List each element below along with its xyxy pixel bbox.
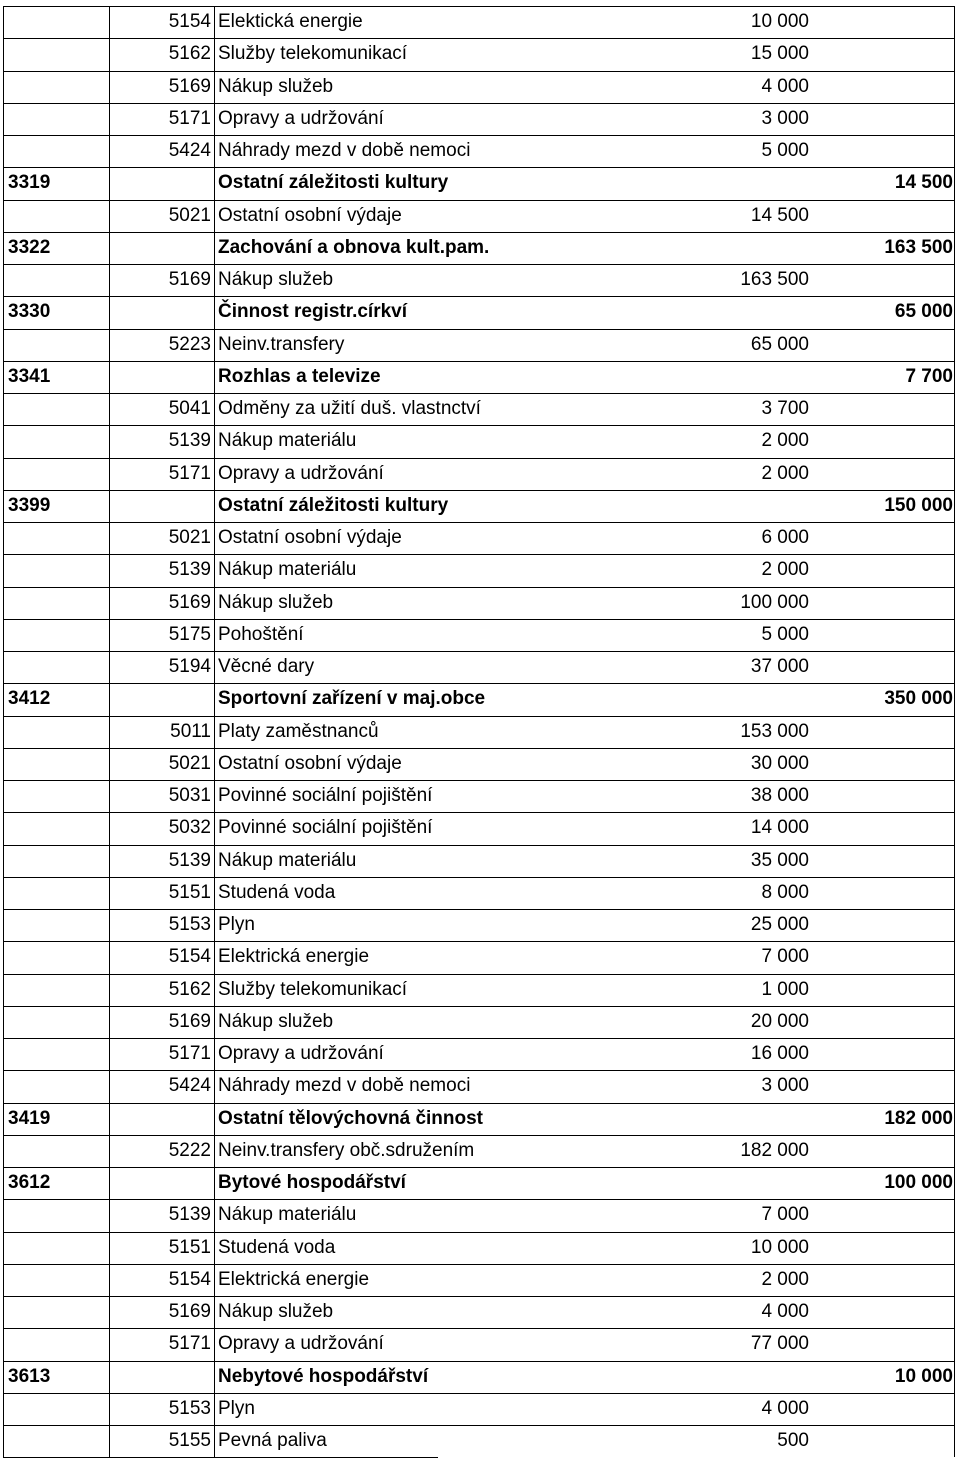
item-code: 5139 (168, 430, 211, 452)
item-name: Povinné sociální pojištění (218, 785, 433, 806)
section-total: 65 000 (894, 301, 953, 323)
item-code: 5162 (168, 43, 211, 65)
item-name: Ostatní osobní výdaje (218, 752, 402, 774)
item-row (3, 909, 955, 941)
item-name: Odměny za užití duš. vlastnctví (218, 398, 481, 419)
section-total: 350 000 (884, 688, 953, 710)
item-row (3, 1328, 955, 1360)
section-code: 3412 (8, 688, 51, 710)
section-row (3, 490, 955, 522)
item-code: 5154 (168, 11, 211, 32)
section-row (3, 296, 955, 328)
item-name: Náhrady mezd v době nemoci (218, 140, 471, 161)
item-name: Nákup služeb (218, 591, 334, 613)
item-name: Plyn (218, 1397, 255, 1419)
item-amount: 3 000 (761, 1075, 809, 1097)
item-name: Ostatní osobní výdaje (218, 527, 402, 548)
item-row (3, 554, 955, 586)
item-row (3, 1264, 955, 1296)
item-row (3, 587, 955, 619)
item-code: 5139 (168, 1204, 211, 1226)
item-code: 5169 (168, 1301, 211, 1322)
section-total: 182 000 (884, 1107, 953, 1129)
item-row (3, 103, 955, 135)
item-code: 5424 (168, 140, 211, 161)
item-amount: 3 700 (761, 398, 809, 419)
item-amount: 4 000 (761, 1397, 809, 1419)
item-code: 5171 (168, 1333, 211, 1355)
item-name: Věcné dary (218, 656, 315, 677)
item-name: Nákup materiálu (218, 1204, 357, 1226)
item-amount: 20 000 (750, 1010, 809, 1032)
section-name: Činnost registr.církví (218, 301, 408, 323)
item-amount: 182 000 (740, 1139, 809, 1161)
section-code: 3341 (8, 365, 51, 387)
item-amount: 25 000 (750, 914, 809, 935)
item-code: 5424 (168, 1075, 211, 1097)
item-code: 5155 (168, 1430, 211, 1451)
section-name: Ostatní tělovýchovná činnost (218, 1107, 483, 1129)
item-code: 5021 (168, 204, 211, 226)
item-row (3, 6, 955, 38)
section-row (3, 232, 955, 264)
section-code: 3613 (8, 1365, 51, 1387)
item-amount: 500 (777, 1430, 809, 1451)
item-name: Opravy a udržování (218, 1333, 384, 1355)
section-total: 7 700 (905, 365, 953, 387)
item-code: 5171 (168, 1043, 211, 1064)
section-row (3, 683, 955, 715)
item-amount: 16 000 (750, 1043, 809, 1064)
item-row (3, 1296, 955, 1328)
item-amount: 10 000 (750, 1236, 809, 1258)
item-code: 5169 (168, 591, 211, 613)
item-name: Neinv.transfery (218, 333, 345, 355)
item-amount: 5 000 (761, 623, 809, 645)
item-row (3, 425, 955, 457)
item-code: 5151 (168, 881, 211, 903)
item-code: 5139 (168, 849, 211, 871)
item-amount: 65 000 (750, 333, 809, 355)
item-name: Nákup služeb (218, 269, 334, 290)
section-total: 150 000 (884, 494, 953, 516)
item-row (3, 522, 955, 554)
item-code: 5154 (168, 1268, 211, 1290)
item-amount: 2 000 (761, 1268, 809, 1290)
item-row (3, 1232, 955, 1264)
item-name: Nákup služeb (218, 1301, 334, 1322)
item-code: 5194 (168, 656, 211, 677)
section-name: Sportovní zařízení v maj.obce (218, 688, 486, 710)
item-amount: 163 500 (740, 269, 809, 290)
item-name: Elektrická energie (218, 1268, 370, 1290)
section-code: 3322 (8, 236, 51, 258)
item-name: Ostatní osobní výdaje (218, 204, 402, 226)
item-row (3, 71, 955, 103)
item-amount: 30 000 (750, 752, 809, 774)
item-amount: 2 000 (761, 462, 809, 484)
item-row (3, 716, 955, 748)
item-amount: 7 000 (761, 946, 809, 968)
item-row (3, 1070, 955, 1102)
item-name: Nákup služeb (218, 1010, 334, 1032)
item-row (3, 1006, 955, 1038)
item-name: Služby telekomunikací (218, 43, 408, 65)
section-code: 3330 (8, 301, 51, 323)
section-name: Ostatní záležitosti kultury (218, 494, 449, 516)
item-amount: 2 000 (761, 430, 809, 452)
item-amount: 5 000 (761, 140, 809, 161)
section-row (3, 167, 955, 199)
item-amount: 38 000 (750, 785, 809, 806)
item-code: 5032 (168, 817, 211, 839)
item-name: Plyn (218, 914, 255, 935)
item-row (3, 812, 955, 844)
item-code: 5011 (170, 720, 211, 742)
item-name: Nákup služeb (218, 75, 334, 97)
item-amount: 14 500 (750, 204, 809, 226)
item-amount: 2 000 (761, 559, 809, 581)
section-total: 10 000 (894, 1365, 953, 1387)
item-amount: 10 000 (750, 11, 809, 32)
item-name: Opravy a udržování (218, 1043, 384, 1064)
item-code: 5041 (168, 398, 211, 419)
item-code: 5154 (168, 946, 211, 968)
item-name: Platy zaměstnanců (218, 720, 379, 742)
section-row (3, 1361, 955, 1393)
section-name: Ostatní záležitosti kultury (218, 172, 449, 194)
item-code: 5021 (168, 527, 211, 548)
section-row (3, 1167, 955, 1199)
item-row (3, 1393, 955, 1425)
item-row (3, 1425, 955, 1457)
section-name: Zachování a obnova kult.pam. (218, 236, 490, 258)
item-row (3, 619, 955, 651)
item-row (3, 135, 955, 167)
item-code: 5162 (168, 978, 211, 1000)
item-name: Elektrická energie (218, 946, 370, 968)
item-name: Studená voda (218, 1236, 336, 1258)
item-code: 5151 (168, 1236, 211, 1258)
item-amount: 153 000 (740, 720, 809, 742)
item-amount: 35 000 (750, 849, 809, 871)
item-code: 5139 (168, 559, 211, 581)
item-row (3, 780, 955, 812)
item-name: Náhrady mezd v době nemoci (218, 1075, 471, 1097)
item-code: 5169 (168, 269, 211, 290)
item-name: Neinv.transfery obč.sdružením (218, 1139, 475, 1161)
item-row (3, 264, 955, 296)
section-code: 3319 (8, 172, 51, 194)
item-name: Opravy a udržování (218, 462, 384, 484)
item-name: Opravy a udržování (218, 107, 384, 129)
item-name: Nákup materiálu (218, 559, 357, 581)
item-name: Nákup materiálu (218, 849, 357, 871)
item-code: 5169 (168, 75, 211, 97)
item-code: 5223 (168, 333, 211, 355)
section-total: 163 500 (884, 236, 953, 258)
item-amount: 6 000 (761, 527, 809, 548)
item-row (3, 458, 955, 490)
item-code: 5153 (168, 1397, 211, 1419)
section-total: 100 000 (884, 1172, 953, 1193)
section-code: 3612 (8, 1172, 51, 1193)
section-total: 14 500 (894, 172, 953, 194)
item-row (3, 329, 955, 361)
item-name: Pohoštění (218, 623, 304, 645)
item-code: 5171 (168, 107, 211, 129)
section-name: Nebytové hospodářství (218, 1365, 429, 1387)
table-body (3, 6, 955, 1457)
item-row (3, 877, 955, 909)
item-code: 5031 (168, 785, 211, 806)
item-row (3, 974, 955, 1006)
item-amount: 4 000 (761, 1301, 809, 1322)
item-row (3, 748, 955, 780)
section-name: Rozhlas a televize (218, 365, 381, 387)
item-amount: 37 000 (750, 656, 809, 677)
item-code: 5175 (168, 623, 211, 645)
section-code: 3419 (8, 1107, 51, 1129)
item-row (3, 1135, 955, 1167)
item-row (3, 1038, 955, 1070)
item-row (3, 651, 955, 683)
section-name: Bytové hospodářství (218, 1172, 406, 1193)
item-amount: 14 000 (750, 817, 809, 839)
item-row (3, 941, 955, 973)
item-amount: 1 000 (761, 978, 809, 1000)
item-name: Služby telekomunikací (218, 978, 408, 1000)
item-code: 5153 (168, 914, 211, 935)
item-amount: 77 000 (750, 1333, 809, 1355)
section-row (3, 1103, 955, 1135)
item-amount: 4 000 (761, 75, 809, 97)
item-amount: 7 000 (761, 1204, 809, 1226)
item-amount: 15 000 (750, 43, 809, 65)
item-row (3, 200, 955, 232)
item-amount: 8 000 (761, 881, 809, 903)
item-code: 5171 (168, 462, 211, 484)
item-name: Pevná paliva (218, 1430, 327, 1451)
item-name: Povinné sociální pojištění (218, 817, 433, 839)
item-name: Nákup materiálu (218, 430, 357, 452)
item-name: Elektická energie (218, 11, 363, 32)
item-amount: 3 000 (761, 107, 809, 129)
item-name: Studená voda (218, 881, 336, 903)
item-code: 5169 (168, 1010, 211, 1032)
item-row (3, 845, 955, 877)
item-row (3, 1199, 955, 1231)
section-code: 3399 (8, 494, 51, 516)
item-row (3, 393, 955, 425)
item-amount: 100 000 (740, 591, 809, 613)
item-code: 5222 (168, 1139, 211, 1161)
item-code: 5021 (168, 752, 211, 774)
section-row (3, 361, 955, 393)
budget-table (3, 6, 955, 1457)
item-row (3, 38, 955, 70)
